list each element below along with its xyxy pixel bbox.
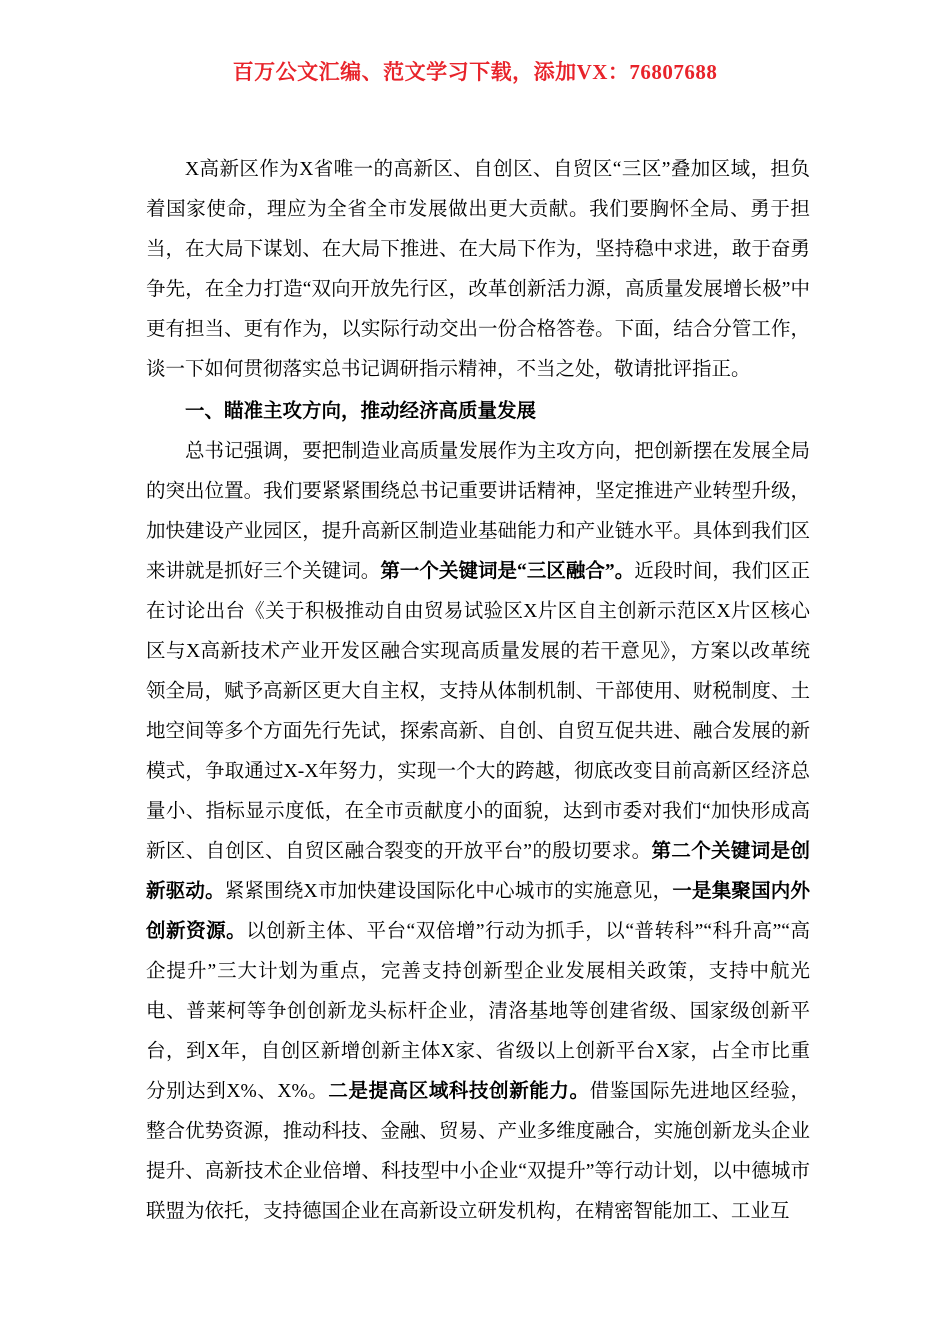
text-run: X高新区作为X省唯一的高新区、自创区、自贸区“三区”叠加区域，担负着国家使命，理应为全省全市发展做出更大贡献。我们要胸怀全局、勇于担当，在大局下谋划、在大局下推进、在大局下作为，坚持稳中求进，敢于奋勇争先，在全力打造“双向开放先行区，改革创新活力源，高质量发展增长极”中更有担当、更有作为，以实际行动交出一份合格答卷。下面，结合分管工作，谈一下如何贯彻落实总书记调研指示精神，不当之处，敬请批评指正。 [146,159,810,380]
text-run: 紧紧围绕X市加快建设国际化中心城市的实施意见， [224,881,673,902]
intro-paragraph [146,150,810,390]
text-run: 以创新主体、平台“双倍增”行动为抓手，以“普转科”“科升高”“高企提升”三大计划为重点，完善支持创新型企业发展相关政策，支持中航光电、普莱柯等争创创新龙头标杆企业，清洛基地等创建省级、国家级创新平台，到X年，自创区新增创新主体X家、省级以上创新平台X家，占全市比重分别达到X%、X%。 [146,921,810,1102]
text-run: 二是提高区域科技创新能力。 [328,1081,590,1102]
section-one-body [146,432,810,1232]
text-run: 第一个关键词是“三区融合”。 [380,561,635,582]
promo-banner: 百万公文汇编、范文学习下载，添加VX：76807688 [232,60,718,84]
document-body [146,150,810,1234]
text-run: 近段时间，我们区正在讨论出台《关于积极推动自由贸易试验区X片区自主创新示范区X片区核心区与X高新技术产业开发区融合实现高质量发展的若干意见》，方案以改革统领全局，赋予高新区更大自主权，支持从体制机制、干部使用、财税制度、土地空间等多个方面先行先试，探索高新、自创、自贸互促共进、融合发展的新模式，争取通过X-X年努力，实现一个大的跨越，彻底改变目前高新区经济总量小、指标显示度低，在全市贡献度小的面貌，达到市委对我们“加快形成高新区、自创区、自贸区融合裂变的开放平台”的殷切要求。 [146,561,810,862]
text-run: 第二个关键词是创新驱动。 [146,841,810,902]
text-run: 借鉴国际先进地区经验，整合优势资源，推动科技、金融、贸易、产业多维度融合，实施创新龙头企业提升、高新技术企业倍增、科技型中小企业“双提升”等行动计划，以中德城市联盟为依托，支持德国企业在高新设立研发机构，在精密智能加工、工业互 [146,1081,810,1222]
section-heading-one [146,392,810,432]
paragraph-container [146,150,810,1232]
text-run: 总书记强调，要把制造业高质量发展作为主攻方向，把创新摆在发展全局的突出位置。我们要紧紧围绕总书记重要讲话精神，坚定推进产业转型升级，加快建设产业园区，提升高新区制造业基础能力和产业链水平。具体到我们区来讲就是抓好三个关键词。 [146,441,810,582]
text-run: 一是集聚国内外创新资源。 [146,881,810,942]
text-run: 一、瞄准主攻方向，推动经济高质量发展 [185,401,537,422]
